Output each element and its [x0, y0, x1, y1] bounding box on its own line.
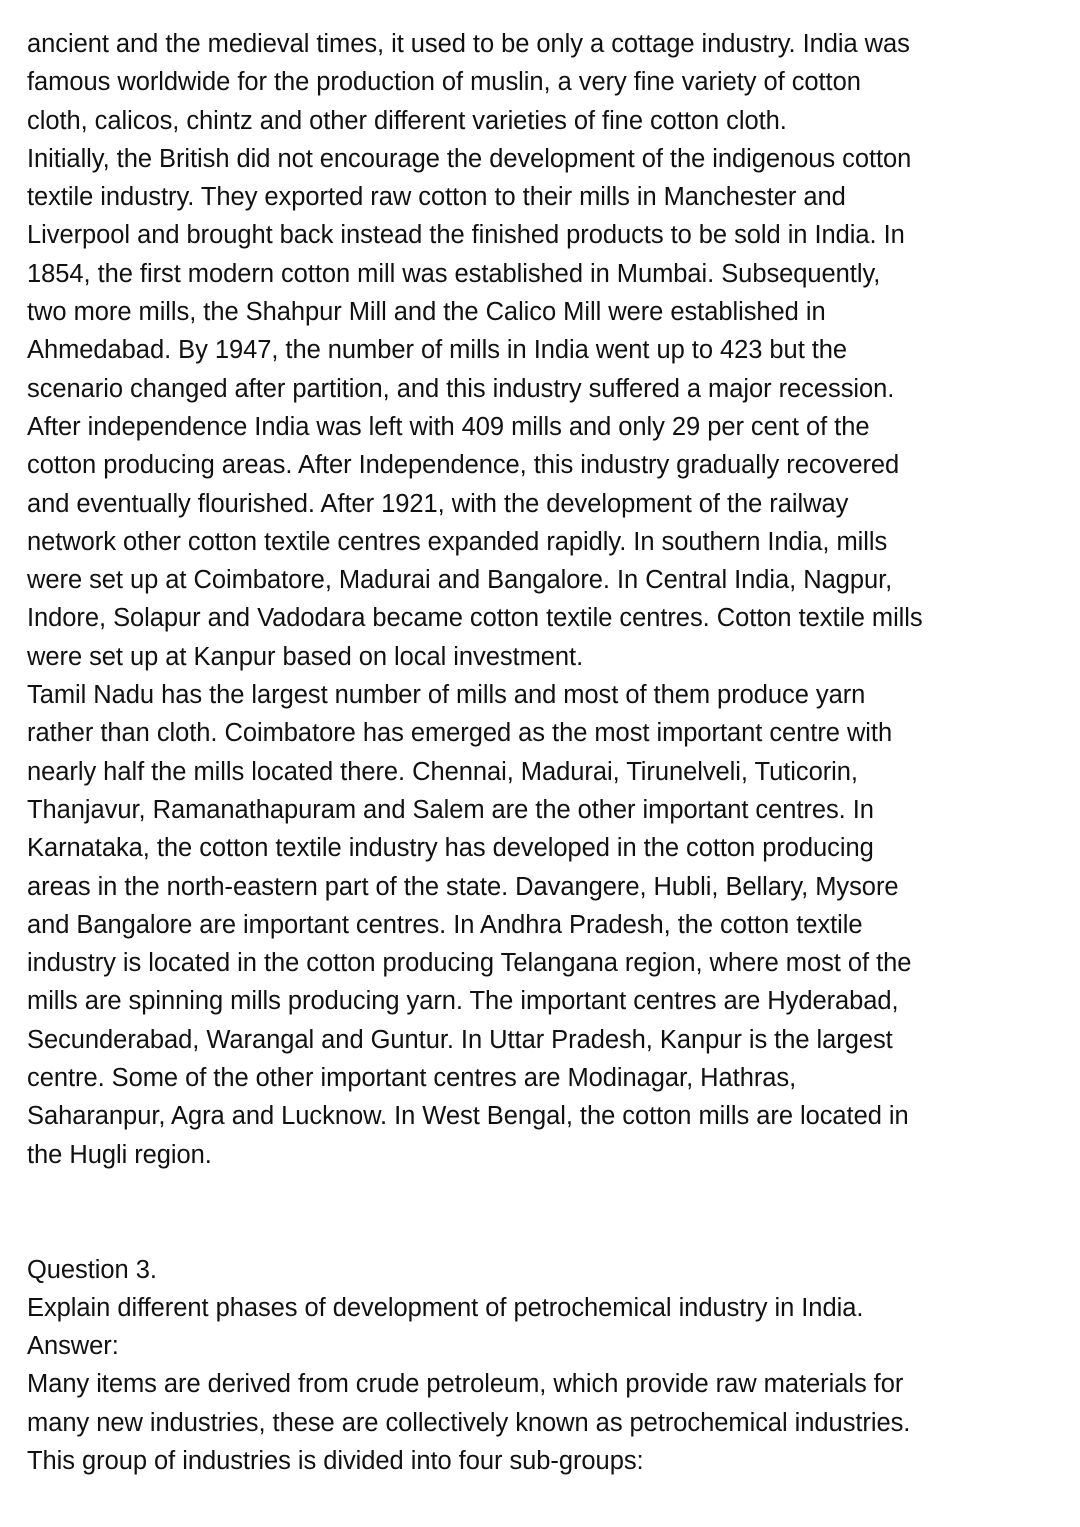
answer-label: Answer:	[27, 1332, 119, 1361]
text-line: 1854, the first modern cotton mill was established in Mumbai. Subsequently,	[27, 259, 881, 288]
text-line: and eventually flourished. After 1921, with the development of the railway	[27, 489, 849, 518]
question-label: Question 3.	[27, 1255, 157, 1284]
text-line: two more mills, the Shahpur Mill and the Calico Mill were established in	[27, 298, 826, 327]
text-line: scenario changed after partition, and this industry suffered a major recession.	[27, 374, 895, 403]
paragraph-regional-centres	[27, 676, 1067, 1174]
text-line: network other cotton textile centres expanded rapidly. In southern India, mills	[27, 527, 888, 556]
text-line: cloth, calicos, chintz and other different varieties of fine cotton cloth.	[27, 106, 787, 135]
text-line: Karnataka, the cotton textile industry has developed in the cotton producing	[27, 834, 874, 863]
question-text: Explain different phases of development of petrochemical industry in India.	[27, 1293, 864, 1322]
text-line: famous worldwide for the production of muslin, a very fine variety of cotton	[27, 68, 861, 97]
paragraph-british-development	[27, 140, 1067, 676]
text-line: and Bangalore are important centres. In Andhra Pradesh, the cotton textile	[27, 910, 863, 939]
text-line: rather than cloth. Coimbatore has emerged as the most important centre with	[27, 719, 893, 748]
text-line: After independence India was left with 409 mills and only 29 per cent of the	[27, 412, 870, 441]
text-line: were set up at Coimbatore, Madurai and Bangalore. In Central India, Nagpur,	[27, 566, 893, 595]
document-page	[27, 25, 1067, 1480]
text-line: many new industries, these are collectively known as petrochemical industries.	[27, 1408, 911, 1437]
text-line: This group of industries is divided into four sub-groups:	[27, 1446, 644, 1475]
text-line: textile industry. They exported raw cotton to their mills in Manchester and	[27, 183, 846, 212]
text-line: Saharanpur, Agra and Lucknow. In West Bengal, the cotton mills are located in	[27, 1102, 909, 1131]
text-line: Tamil Nadu has the largest number of mills and most of them produce yarn	[27, 681, 866, 710]
text-line: areas in the north-eastern part of the state. Davangere, Hubli, Bellary, Mysore	[27, 872, 899, 901]
text-line: Ahmedabad. By 1947, the number of mills in India went up to 423 but the	[27, 336, 848, 365]
paragraph-cottage-industry	[27, 25, 1067, 140]
text-line: ancient and the medieval times, it used to be only a cottage industry. India was	[27, 30, 910, 58]
text-line: centre. Some of the other important centres are Modinagar, Hathras,	[27, 1064, 797, 1093]
text-line: were set up at Kanpur based on local investment.	[27, 642, 584, 671]
section-spacer	[27, 1174, 1067, 1251]
text-line: mills are spinning mills producing yarn. The important centres are Hyderabad,	[27, 987, 899, 1016]
text-line: Many items are derived from crude petroleum, which provide raw materials for	[27, 1370, 904, 1399]
text-line: industry is located in the cotton producing Telangana region, where most of the	[27, 949, 912, 978]
question-block	[27, 1251, 1067, 1481]
text-line: cotton producing areas. After Independence, this industry gradually recovered	[27, 451, 900, 480]
text-line: the Hugli region.	[27, 1140, 212, 1169]
text-line: nearly half the mills located there. Chennai, Madurai, Tirunelveli, Tuticorin,	[27, 757, 858, 786]
text-line: Thanjavur, Ramanathapuram and Salem are the other important centres. In	[27, 795, 874, 824]
text-line: Liverpool and brought back instead the finished products to be sold in India. In	[27, 221, 905, 250]
text-line: Indore, Solapur and Vadodara became cotton textile centres. Cotton textile mills	[27, 604, 923, 633]
text-line: Secunderabad, Warangal and Guntur. In Uttar Pradesh, Kanpur is the largest	[27, 1025, 893, 1054]
text-line: Initially, the British did not encourage the development of the indigenous cotton	[27, 144, 912, 173]
